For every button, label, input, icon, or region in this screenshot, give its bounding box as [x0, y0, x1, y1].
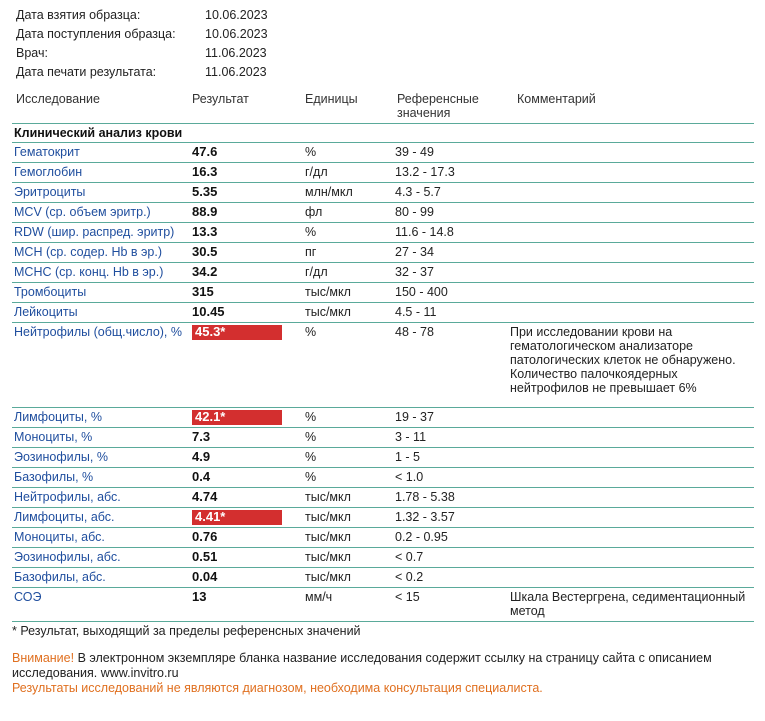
test-name: Моноциты, % [14, 430, 93, 444]
test-unit: % [305, 470, 317, 484]
table-row [12, 142, 754, 162]
test-unit: тыс/мкл [305, 490, 351, 504]
flagged-result: 45.3* [192, 325, 282, 340]
test-reference: 1 - 5 [395, 450, 421, 464]
test-unit: тыс/мкл [305, 510, 351, 524]
test-name: Тромбоциты [14, 285, 87, 299]
table-bottom-rule [12, 621, 754, 622]
notice [12, 651, 757, 696]
doctor-label: Врач: [16, 46, 48, 60]
column-study: Исследование [16, 92, 100, 106]
test-unit: пг [305, 245, 317, 259]
table-row [12, 527, 754, 547]
test-result: 4.9 [192, 449, 211, 464]
test-name: Эозинофилы, абс. [14, 550, 121, 564]
test-name: Нейтрофилы (общ.число), % [14, 325, 182, 339]
test-reference: 19 - 37 [395, 410, 434, 424]
table-row [12, 322, 754, 407]
table-header [0, 92, 765, 124]
test-reference: 3 - 11 [395, 430, 427, 444]
doctor-row [16, 44, 346, 63]
test-name: Эозинофилы, % [14, 450, 108, 464]
test-reference: < 0.2 [395, 570, 424, 584]
column-reference-line1: Референсные [397, 92, 479, 106]
table-row [12, 427, 754, 447]
table-row [12, 407, 754, 427]
test-reference: 0.2 - 0.95 [395, 530, 448, 544]
print-date-value: 11.06.2023 [205, 65, 267, 79]
test-reference: 1.32 - 3.57 [395, 510, 455, 524]
column-result: Результат [192, 92, 249, 106]
test-unit: г/дл [305, 165, 328, 179]
test-unit: мм/ч [305, 590, 333, 604]
doctor-value: 11.06.2023 [205, 46, 267, 60]
test-result: 7.3 [192, 429, 211, 444]
test-name: MCHC (ср. конц. Hb в эр.) [14, 265, 164, 279]
column-comment: Комментарий [517, 92, 596, 106]
column-units: Единицы [305, 92, 358, 106]
test-reference: 27 - 34 [395, 245, 434, 259]
table-row [12, 302, 754, 322]
table-row [12, 467, 754, 487]
test-name: Нейтрофилы, абс. [14, 490, 121, 504]
test-result: 88.9 [192, 204, 218, 219]
test-reference: 4.5 - 11 [395, 305, 437, 319]
test-result: 13.3 [192, 224, 218, 239]
test-name: MCV (ср. объем эритр.) [14, 205, 151, 219]
test-result: 16.3 [192, 164, 218, 179]
notice-text: В электронном экземпляре бланка название исследования содержит ссылку на страницу сайта с описанием исследования. www.invitro.ru [12, 651, 712, 680]
test-unit: тыс/мкл [305, 570, 351, 584]
test-name: СОЭ [14, 590, 42, 604]
table-row [12, 547, 754, 567]
table-row [12, 222, 754, 242]
test-reference: < 1.0 [395, 470, 424, 484]
table-row [12, 162, 754, 182]
table-row [12, 507, 754, 527]
test-name: Базофилы, % [14, 470, 94, 484]
results-table [12, 142, 754, 622]
test-reference: 150 - 400 [395, 285, 448, 299]
test-reference: 39 - 49 [395, 145, 434, 159]
test-unit: г/дл [305, 265, 328, 279]
print-date-label: Дата печати результата: [16, 65, 157, 79]
test-reference: 13.2 - 17.3 [395, 165, 455, 179]
sample-info [16, 6, 346, 82]
test-result: 47.6 [192, 144, 218, 159]
section-title: Клинический анализ крови [12, 123, 754, 142]
table-row [12, 202, 754, 222]
notice-disclaimer: Результаты исследований не являются диагнозом, необходима консультация специалиста. [12, 681, 543, 695]
test-result: 34.2 [192, 264, 218, 279]
test-name: Гематокрит [14, 145, 80, 159]
test-unit: % [305, 410, 317, 424]
test-unit: тыс/мкл [305, 550, 351, 564]
test-unit: млн/мкл [305, 185, 353, 199]
test-reference: 32 - 37 [395, 265, 434, 279]
test-reference: 11.6 - 14.8 [395, 225, 454, 239]
sample-received-label: Дата поступления образца: [16, 27, 176, 41]
test-name: Моноциты, абс. [14, 530, 105, 544]
table-row [12, 262, 754, 282]
test-result: 0.51 [192, 549, 218, 564]
table-row [12, 242, 754, 262]
table-row [12, 567, 754, 587]
test-comment: Шкала Вестергрена, седиментационный метод [510, 590, 746, 618]
column-reference [397, 92, 479, 120]
test-reference: 4.3 - 5.7 [395, 185, 441, 199]
test-unit: тыс/мкл [305, 530, 351, 544]
test-unit: % [305, 430, 317, 444]
test-comment: При исследовании крови на гематологическом анализаторе патологических клеток не обнаружено. Количество палочкоядерных нейтрофилов не превышает 6% [510, 325, 736, 395]
sample-collected-row [16, 6, 346, 25]
test-reference: < 15 [395, 590, 420, 604]
sample-collected-label: Дата взятия образца: [16, 8, 141, 22]
test-result: 4.74 [192, 489, 218, 504]
table-row [12, 587, 754, 621]
test-name: Гемоглобин [14, 165, 83, 179]
test-reference: 80 - 99 [395, 205, 434, 219]
test-reference: < 0.7 [395, 550, 424, 564]
test-name: Эритроциты [14, 185, 86, 199]
test-result: 10.45 [192, 304, 225, 319]
test-unit: тыс/мкл [305, 285, 351, 299]
test-unit: % [305, 450, 317, 464]
test-name: RDW (шир. распред. эритр) [14, 225, 175, 239]
table-row [12, 182, 754, 202]
sample-received-date: 10.06.2023 [205, 27, 268, 41]
test-name: Базофилы, абс. [14, 570, 106, 584]
print-date-row [16, 63, 346, 82]
test-name: MCH (ср. содер. Hb в эр.) [14, 245, 162, 259]
column-reference-line2: значения [397, 106, 451, 120]
flagged-result: 4.41* [192, 510, 282, 525]
test-reference: 48 - 78 [395, 325, 434, 339]
footnote: * Результат, выходящий за пределы референсных значений [12, 624, 361, 638]
test-name: Лейкоциты [14, 305, 78, 319]
flagged-result: 42.1* [192, 410, 282, 425]
table-row [12, 487, 754, 507]
test-result: 0.4 [192, 469, 211, 484]
sample-collected-date: 10.06.2023 [205, 8, 268, 22]
test-result: 315 [192, 284, 214, 299]
table-row [12, 282, 754, 302]
test-result: 5.35 [192, 184, 218, 199]
table-row [12, 447, 754, 467]
test-result: 13 [192, 589, 207, 604]
test-name: Лимфоциты, абс. [14, 510, 115, 524]
test-result: 30.5 [192, 244, 218, 259]
test-unit: % [305, 325, 317, 339]
test-unit: фл [305, 205, 323, 219]
test-reference: 1.78 - 5.38 [395, 490, 455, 504]
test-name: Лимфоциты, % [14, 410, 102, 424]
test-unit: тыс/мкл [305, 305, 351, 319]
test-result: 0.76 [192, 529, 218, 544]
test-unit: % [305, 145, 317, 159]
test-unit: % [305, 225, 317, 239]
sample-received-row [16, 25, 346, 44]
test-result: 0.04 [192, 569, 218, 584]
notice-attention: Внимание! [12, 651, 75, 665]
